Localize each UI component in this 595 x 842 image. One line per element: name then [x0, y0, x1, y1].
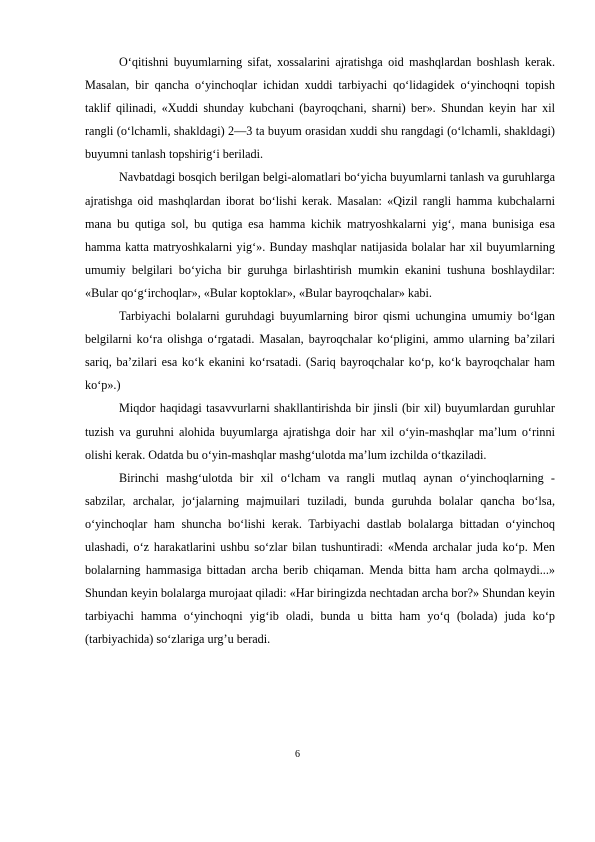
page-body — [85, 51, 555, 651]
paragraph-3: Tarbiyachi bolalarni guruhdagi buyumlarning biror qismi uchungina umumiy bo‘lgan belgilarni ko‘ra olishga o‘rgatadi. Masalan, bayroqchalar ko‘pligini, ammo ularning ba’zilari sariq, ba’zilari esa ko‘k ekanini ko‘rsatadi. (Sariq bayroqchalar ko‘p, ko‘k bayroqchalar ham ko‘p».) — [85, 309, 555, 393]
paragraph-2: Navbatdagi bosqich berilgan belgi-alomatlari bo‘yicha buyumlarni tanlash va guruhlarga ajratishga oid mashqlardan iborat bo‘lishi kerak. Masalan: «Qizil rangli hamma kubchalarni mana bu qutiga sol, bu qutiga esa hamma kichik matryoshkalarni yig‘, mana bunisiga esa hamma katta matryoshkalarni yig‘». Bunday mashqlar natijasida bolalar har xil buyumlarning umumiy belgilari bo‘yicha bir guruhga birlashtirish mumkin ekanini tushuna boshlaydilar: «Bular qo‘g‘irchoqlar», «Bular koptoklar», «Bular bayroqchalar» kabi. — [85, 170, 555, 300]
paragraph-1: O‘qitishni buyumlarning sifat, xossalarini ajratishga oid mashqlardan boshlash kerak. Masalan, bir qancha o‘yinchoqlar ichidan xuddi tarbiyachi qo‘lidagidek o‘yinchoqni topish taklif qilinadi, «Xuddi shunday kubchani (bayroqchani, sharni) ber». Shundan keyin har xil rangli (o‘lchamli, shakldagi) 2—3 ta buyum orasidan xuddi shu rangdagi (o‘lchamli, shakldagi) buyumni tanlash topshirig‘i beriladi. — [85, 55, 555, 162]
paragraph-5: Birinchi mashg‘ulotda bir xil o‘lcham va rangli mutlaq aynan o‘yinchoqlarning - sabzilar, archalar, jo‘jalarning majmuilari tuziladi, bunda guruhda bolalar qancha bo‘lsa, o‘yinchoqlar ham shuncha bo‘lishi kerak. Tarbiyachi dastlab bolalarga bittadan o‘yinchoq ulashadi, o‘z harakatlarini ushbu so‘zlar bilan tushuntiradi: «Menda archalar juda ko‘p. Men bolalarning hammasiga bittadan archa berib chiqaman. Menda bitta ham archa qolmaydi...» Shundan keyin bolalarga murojaat qiladi: «Har biringizda nechtadan archa bor?» Shundan keyin tarbiyachi hamma o‘yinchoqni yig‘ib oladi, bunda u bitta ham yo‘q (bolada) juda ko‘p (tarbiyachida) so‘zlariga urg’u beradi. — [85, 470, 555, 647]
paragraph-4: Miqdor haqidagi tasavvurlarni shakllantirishda bir jinsli (bir xil) buyumlardan guruhlar tuzish va guruhni alohida buyumlarga ajratishga doir har xil o‘yin-mashqlar ma’lum o‘rinni olishi kerak. Odatda bu o‘yin-mashqlar mashg‘ulotda ma’lum izchilda o‘tkaziladi. — [85, 401, 555, 462]
page-number: 6 — [295, 749, 300, 760]
